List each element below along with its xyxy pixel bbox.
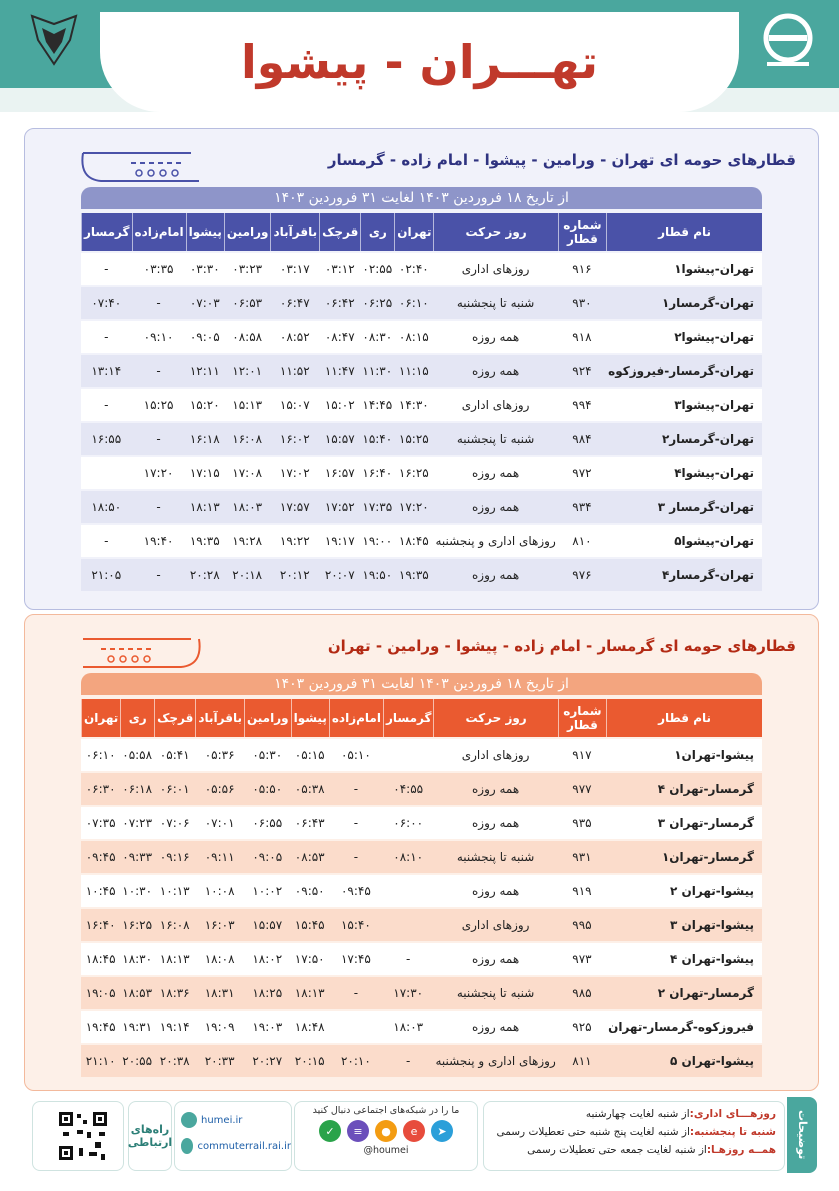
time-cell: ۱۱:۱۵ [394, 355, 433, 387]
time-cell: ۱۹:۳۵ [186, 525, 224, 557]
note-every-day: همــه روزهـا:از شنبه لغایت جمعه حتی تعطیلات رسمی [527, 1144, 776, 1156]
time-cell: ۱۶:۵۷ [319, 457, 360, 489]
table-row [81, 841, 762, 873]
train-name-cell: تهران-پیشوا۳ [606, 389, 762, 421]
departure-days-cell: همه روزه [433, 773, 557, 805]
train-name-cell: تهران-گرمسار۴ [606, 559, 762, 591]
departure-days-cell: روزهای اداری و پنجشنبه [433, 1045, 557, 1077]
column-header: ری [120, 699, 154, 737]
table-row [81, 977, 762, 1009]
time-cell: ۱۱:۴۷ [319, 355, 360, 387]
time-cell: - [132, 559, 186, 591]
time-cell: ۱۵:۵۷ [244, 909, 291, 941]
time-cell: ۱۸:۱۳ [186, 491, 224, 523]
time-cell: ۱۵:۴۰ [329, 909, 383, 941]
time-cell [81, 457, 132, 489]
time-cell: ۰۵:۳۶ [195, 739, 244, 771]
time-cell: ۰۸:۵۸ [224, 321, 271, 353]
time-cell [383, 875, 434, 907]
departure-days-cell: همه روزه [433, 355, 557, 387]
column-header: تهران [81, 699, 120, 737]
train-name-cell: تهران-پیشوا۱ [606, 253, 762, 285]
time-cell: - [383, 1045, 434, 1077]
time-cell: ۰۵:۳۰ [244, 739, 291, 771]
train-name-cell: تهران-پیشوا۴ [606, 457, 762, 489]
time-cell: ۰۹:۰۵ [186, 321, 224, 353]
train-number-cell: ۹۹۴ [558, 389, 606, 421]
time-cell: ۱۵:۲۰ [186, 389, 224, 421]
time-cell: ۱۶:۲۵ [394, 457, 433, 489]
time-cell: ۰۸:۴۷ [319, 321, 360, 353]
time-cell: ۱۸:۱۳ [291, 977, 329, 1009]
time-cell: ۲۱:۱۰ [81, 1045, 120, 1077]
time-cell: ۱۸:۴۵ [394, 525, 433, 557]
time-cell: ۰۸:۵۲ [270, 321, 319, 353]
section-title: قطارهای حومه ای تهران - ورامین - پیشوا - امام زاده - گرمسار [327, 151, 796, 169]
time-cell: ۲۰:۳۸ [154, 1045, 195, 1077]
table-row [81, 321, 762, 353]
column-header: باقرآباد [270, 213, 319, 251]
time-cell: ۱۶:۲۵ [120, 909, 154, 941]
column-header: قرچک [154, 699, 195, 737]
time-cell: ۰۲:۴۰ [394, 253, 433, 285]
time-cell: ۱۵:۲۵ [394, 423, 433, 455]
time-cell: ۱۸:۱۳ [154, 943, 195, 975]
departure-days-cell: شنبه تا پنجشنبه [433, 287, 557, 319]
time-cell: ۰۶:۵۳ [224, 287, 271, 319]
time-cell: ۱۸:۳۶ [154, 977, 195, 1009]
time-cell: ۱۰:۱۳ [154, 875, 195, 907]
time-cell: ۱۹:۳۱ [120, 1011, 154, 1043]
column-header: امام‌زاده [132, 213, 186, 251]
train-name-cell: گرمسار-تهران ۴ [606, 773, 762, 805]
commuter-rail-logo-icon [753, 8, 823, 72]
time-cell: ۰۹:۰۵ [244, 841, 291, 873]
time-cell: ۱۷:۳۵ [360, 491, 394, 523]
train-number-cell: ۹۷۶ [558, 559, 606, 591]
note-office-days: روزهـــای اداری:از شنبه لغایت چهارشنبه [585, 1108, 776, 1120]
note-sat-to-thu: شنبه تا پنجشنبه:از شنبه لغایت پنج شنبه حتی تعطیلات رسمی [496, 1126, 776, 1138]
table-row [81, 389, 762, 421]
notes-tab: توضیحات [787, 1097, 817, 1173]
train-number-cell: ۹۷۳ [558, 943, 606, 975]
time-cell: - [81, 525, 132, 557]
section-garmsar-to-tehran [24, 614, 819, 1091]
time-cell: ۱۸:۳۱ [195, 977, 244, 1009]
train-name-cell: تهران-گرمسار-فیروزکوه [606, 355, 762, 387]
train-name-cell: گرمسار-تهران ۲ [606, 977, 762, 1009]
train-number-cell: ۹۱۷ [558, 739, 606, 771]
time-cell: ۰۵:۱۵ [291, 739, 329, 771]
column-header: گرمسار [383, 699, 434, 737]
column-header: قرچک [319, 213, 360, 251]
time-cell: ۱۸:۰۲ [244, 943, 291, 975]
time-cell: ۱۷:۲۰ [394, 491, 433, 523]
train-name-cell: تهران-گرمسار۲ [606, 423, 762, 455]
table-row [81, 739, 762, 771]
time-cell: ۲۰:۵۵ [120, 1045, 154, 1077]
time-cell: ۰۷:۰۱ [195, 807, 244, 839]
time-cell: ۱۹:۴۵ [81, 1011, 120, 1043]
time-cell: ۱۹:۵۰ [360, 559, 394, 591]
column-header: روز حرکت [433, 699, 557, 737]
social-handle[interactable]: @houmei [363, 1145, 409, 1156]
column-header: شماره قطار [558, 213, 606, 251]
time-cell: ۱۹:۰۳ [244, 1011, 291, 1043]
time-cell: ۱۸:۲۵ [244, 977, 291, 1009]
time-cell: - [132, 355, 186, 387]
time-cell: ۱۹:۰۹ [195, 1011, 244, 1043]
social-box [294, 1101, 478, 1171]
time-cell: ۱۵:۴۵ [291, 909, 329, 941]
departure-days-cell: روزهای اداری [433, 253, 557, 285]
links-box [174, 1101, 292, 1171]
table-row [81, 807, 762, 839]
train-number-cell: ۹۱۸ [558, 321, 606, 353]
time-cell: ۰۸:۱۵ [394, 321, 433, 353]
time-cell: ۱۶:۰۳ [195, 909, 244, 941]
title-box [100, 12, 739, 112]
departure-days-cell: روزهای اداری [433, 739, 557, 771]
time-cell: ۱۵:۰۷ [270, 389, 319, 421]
time-cell: ۰۷:۴۰ [81, 287, 132, 319]
time-cell: ۰۵:۵۰ [244, 773, 291, 805]
table-row [81, 1045, 762, 1077]
time-cell: ۱۶:۰۸ [154, 909, 195, 941]
column-header: تهران [394, 213, 433, 251]
train-name-cell: پیشوا-تهران ۳ [606, 909, 762, 941]
globe-icon [181, 1112, 197, 1128]
train-name-cell: پیشوا-تهران۱ [606, 739, 762, 771]
time-cell: ۱۴:۴۵ [360, 389, 394, 421]
departure-days-cell: همه روزه [433, 321, 557, 353]
time-cell: ۰۳:۱۷ [270, 253, 319, 285]
time-cell: ۱۷:۵۷ [270, 491, 319, 523]
section-tehran-to-garmsar [24, 128, 819, 610]
column-header: ورامین [244, 699, 291, 737]
train-number-cell: ۹۳۴ [558, 491, 606, 523]
time-cell: ۰۷:۰۳ [186, 287, 224, 319]
time-cell: ۱۰:۰۲ [244, 875, 291, 907]
column-header: پیشوا [291, 699, 329, 737]
time-cell: ۱۸:۰۸ [195, 943, 244, 975]
train-name-cell: پیشوا-تهران ۲ [606, 875, 762, 907]
time-cell: ۱۸:۰۳ [224, 491, 271, 523]
timetable [81, 697, 762, 1079]
column-header: باقرآباد [195, 699, 244, 737]
time-cell: ۰۷:۳۵ [81, 807, 120, 839]
time-cell: ۱۶:۴۰ [81, 909, 120, 941]
time-cell: ۰۲:۵۵ [360, 253, 394, 285]
time-cell: ۱۰:۰۸ [195, 875, 244, 907]
time-cell: ۲۰:۲۷ [244, 1045, 291, 1077]
page-title: تهـــران - پیشوا [240, 35, 599, 89]
time-cell: ۱۵:۵۷ [319, 423, 360, 455]
time-cell: - [81, 321, 132, 353]
globe-icon [181, 1138, 193, 1154]
column-header: شماره قطار [558, 699, 606, 737]
time-cell: ۰۶:۲۵ [360, 287, 394, 319]
train-number-cell: ۸۱۰ [558, 525, 606, 557]
time-cell: ۰۳:۲۳ [224, 253, 271, 285]
train-number-cell: ۸۱۱ [558, 1045, 606, 1077]
social-icons [295, 1120, 477, 1142]
eitaa-icon[interactable]: e [403, 1120, 425, 1142]
departure-days-cell: روزهای اداری [433, 909, 557, 941]
time-cell [329, 1011, 383, 1043]
table-row [81, 253, 762, 285]
time-cell: ۱۷:۵۰ [291, 943, 329, 975]
time-cell: ۱۲:۰۱ [224, 355, 271, 387]
train-number-cell: ۹۸۵ [558, 977, 606, 1009]
table-row [81, 875, 762, 907]
social-caption: ما را در شبکه‌های اجتماعی دنبال کنید [312, 1105, 460, 1116]
time-cell: ۱۹:۰۰ [360, 525, 394, 557]
time-cell: ۰۶:۴۳ [291, 807, 329, 839]
time-cell: ۰۵:۵۸ [120, 739, 154, 771]
time-cell: ۱۷:۰۸ [224, 457, 271, 489]
date-range: از تاریخ ۱۸ فروردین ۱۴۰۳ لغایت ۳۱ فروردین ۱۴۰۳ [81, 187, 762, 209]
time-cell: - [329, 977, 383, 1009]
notes-box [483, 1101, 785, 1171]
time-cell: ۱۷:۵۲ [319, 491, 360, 523]
iran-railways-emblem-icon [14, 10, 94, 76]
time-cell: ۰۹:۱۰ [132, 321, 186, 353]
table-row [81, 773, 762, 805]
time-cell: ۱۳:۱۴ [81, 355, 132, 387]
qr-code-icon[interactable] [32, 1101, 124, 1171]
column-header: پیشوا [186, 213, 224, 251]
date-range: از تاریخ ۱۸ فروردین ۱۴۰۳ لغایت ۳۱ فروردین ۱۴۰۳ [81, 673, 762, 695]
time-cell: ۱۹:۰۵ [81, 977, 120, 1009]
time-cell: ۱۵:۲۵ [132, 389, 186, 421]
time-cell: ۲۰:۱۰ [329, 1045, 383, 1077]
train-number-cell: ۹۸۴ [558, 423, 606, 455]
time-cell: - [383, 943, 434, 975]
time-cell: ۰۷:۲۳ [120, 807, 154, 839]
time-cell: ۲۰:۱۸ [224, 559, 271, 591]
column-header: ری [360, 213, 394, 251]
time-cell: ۰۹:۴۵ [81, 841, 120, 873]
column-header: نام قطار [606, 699, 762, 737]
time-cell: ۱۶:۰۸ [224, 423, 271, 455]
table-row [81, 355, 762, 387]
telegram-icon[interactable]: ➤ [431, 1120, 453, 1142]
time-cell: ۰۸:۱۰ [383, 841, 434, 873]
time-cell: ۱۸:۵۳ [120, 977, 154, 1009]
time-cell: ۰۶:۱۸ [120, 773, 154, 805]
train-number-cell: ۹۳۰ [558, 287, 606, 319]
train-number-cell: ۹۱۶ [558, 253, 606, 285]
train-number-cell: ۹۱۹ [558, 875, 606, 907]
check-icon[interactable]: ✓ [319, 1120, 341, 1142]
train-number-cell: ۹۹۵ [558, 909, 606, 941]
train-name-cell: پیشوا-تهران ۴ [606, 943, 762, 975]
time-cell: ۱۹:۱۴ [154, 1011, 195, 1043]
column-header: امام‌زاده [329, 699, 383, 737]
departure-days-cell: روزهای اداری [433, 389, 557, 421]
time-cell: ۱۰:۳۰ [120, 875, 154, 907]
time-cell: ۰۸:۵۳ [291, 841, 329, 873]
time-cell: ۱۲:۱۱ [186, 355, 224, 387]
train-number-cell: ۹۷۲ [558, 457, 606, 489]
time-cell: - [329, 807, 383, 839]
time-cell: ۱۷:۳۰ [383, 977, 434, 1009]
train-number-cell: ۹۲۴ [558, 355, 606, 387]
timetable [81, 211, 762, 593]
time-cell: ۱۵:۱۳ [224, 389, 271, 421]
departure-days-cell: روزهای اداری و پنجشنبه [433, 525, 557, 557]
departure-days-cell: همه روزه [433, 457, 557, 489]
departure-days-cell: همه روزه [433, 943, 557, 975]
footer [24, 1097, 817, 1173]
header [0, 0, 839, 88]
time-cell: ۰۵:۴۱ [154, 739, 195, 771]
time-cell [383, 909, 434, 941]
time-cell: ۲۰:۲۸ [186, 559, 224, 591]
time-cell: ۰۶:۰۱ [154, 773, 195, 805]
table-row [81, 423, 762, 455]
time-cell: - [329, 773, 383, 805]
time-cell: ۰۶:۰۰ [383, 807, 434, 839]
time-cell: ۲۱:۰۵ [81, 559, 132, 591]
train-name-cell: گرمسار-تهران ۳ [606, 807, 762, 839]
contact-label: راه‌های ارتباطی [128, 1101, 172, 1171]
time-cell: ۰۴:۵۵ [383, 773, 434, 805]
time-cell: ۱۹:۲۸ [224, 525, 271, 557]
time-cell: ۰۸:۳۰ [360, 321, 394, 353]
time-cell: ۰۷:۰۶ [154, 807, 195, 839]
time-cell: ۰۳:۱۲ [319, 253, 360, 285]
time-cell: ۰۵:۱۰ [329, 739, 383, 771]
column-header: ورامین [224, 213, 271, 251]
time-cell: ۰۹:۴۵ [329, 875, 383, 907]
departure-days-cell: شنبه تا پنجشنبه [433, 841, 557, 873]
time-cell: ۱۸:۴۸ [291, 1011, 329, 1043]
time-cell: ۱۷:۰۲ [270, 457, 319, 489]
train-track-decoration-icon [81, 635, 201, 671]
time-cell: ۱۹:۳۵ [394, 559, 433, 591]
messenger-icon[interactable]: ● [375, 1120, 397, 1142]
time-cell: ۱۸:۵۰ [81, 491, 132, 523]
departure-days-cell: همه روزه [433, 559, 557, 591]
time-cell [383, 739, 434, 771]
train-name-cell: تهران-گرمسار۱ [606, 287, 762, 319]
time-cell: ۰۹:۱۶ [154, 841, 195, 873]
table-row [81, 909, 762, 941]
column-header: نام قطار [606, 213, 762, 251]
time-cell: ۱۶:۱۸ [186, 423, 224, 455]
time-cell: ۱۷:۴۵ [329, 943, 383, 975]
time-cell: ۱۹:۴۰ [132, 525, 186, 557]
time-cell: ۲۰:۱۲ [270, 559, 319, 591]
time-cell: - [132, 423, 186, 455]
time-cell: - [329, 841, 383, 873]
train-number-cell: ۹۳۵ [558, 807, 606, 839]
time-cell: ۰۹:۳۳ [120, 841, 154, 873]
departure-days-cell: همه روزه [433, 807, 557, 839]
time-cell: - [132, 287, 186, 319]
time-cell: ۱۱:۵۲ [270, 355, 319, 387]
train-number-cell: ۹۲۵ [558, 1011, 606, 1043]
time-cell: ۲۰:۱۵ [291, 1045, 329, 1077]
website-link[interactable]: humei.ir [181, 1112, 291, 1128]
train-number-cell: ۹۳۱ [558, 841, 606, 873]
time-cell: - [81, 389, 132, 421]
time-cell: ۲۰:۳۳ [195, 1045, 244, 1077]
time-cell: ۱۹:۲۲ [270, 525, 319, 557]
time-cell: ۰۶:۱۰ [81, 739, 120, 771]
time-cell: ۱۱:۳۰ [360, 355, 394, 387]
time-cell: ۰۵:۳۸ [291, 773, 329, 805]
time-cell: ۰۳:۳۰ [186, 253, 224, 285]
time-cell: ۰۹:۵۰ [291, 875, 329, 907]
departure-days-cell: همه روزه [433, 491, 557, 523]
time-cell: - [132, 491, 186, 523]
time-cell: ۱۸:۰۳ [383, 1011, 434, 1043]
time-cell: ۰۳:۳۵ [132, 253, 186, 285]
departure-days-cell: شنبه تا پنجشنبه [433, 977, 557, 1009]
departure-days-cell: همه روزه [433, 1011, 557, 1043]
time-cell: ۰۶:۱۰ [394, 287, 433, 319]
departure-days-cell: شنبه تا پنجشنبه [433, 423, 557, 455]
time-cell: - [81, 253, 132, 285]
time-cell: ۱۸:۴۵ [81, 943, 120, 975]
train-name-cell: گرمسار-تهران۱ [606, 841, 762, 873]
time-cell: ۱۴:۳۰ [394, 389, 433, 421]
time-cell: ۱۶:۵۵ [81, 423, 132, 455]
time-cell: ۱۹:۱۷ [319, 525, 360, 557]
train-name-cell: تهران-پیشوا۵ [606, 525, 762, 557]
time-cell: ۱۵:۰۲ [319, 389, 360, 421]
commuter-link[interactable]: commuterrail.rai.ir [181, 1138, 291, 1154]
table-row [81, 943, 762, 975]
train-name-cell: پیشوا-تهران ۵ [606, 1045, 762, 1077]
time-cell: ۱۵:۴۰ [360, 423, 394, 455]
table-row [81, 457, 762, 489]
departure-days-cell: همه روزه [433, 875, 557, 907]
chat-icon[interactable]: ≡ [347, 1120, 369, 1142]
time-cell: ۱۶:۰۲ [270, 423, 319, 455]
train-name-cell: فیروزکوه-گرمسار-تهران [606, 1011, 762, 1043]
table-row [81, 559, 762, 591]
time-cell: ۰۵:۵۶ [195, 773, 244, 805]
column-header: روز حرکت [433, 213, 557, 251]
time-cell: ۱۷:۲۰ [132, 457, 186, 489]
train-name-cell: تهران-گرمسار ۳ [606, 491, 762, 523]
column-header: گرمسار [81, 213, 132, 251]
table-row [81, 491, 762, 523]
section-title: قطارهای حومه ای گرمسار - امام زاده - پیشوا - ورامین - تهران [327, 637, 796, 655]
time-cell: ۱۷:۱۵ [186, 457, 224, 489]
time-cell: ۱۶:۴۰ [360, 457, 394, 489]
train-track-decoration-icon [81, 149, 201, 185]
table-row [81, 525, 762, 557]
time-cell: ۱۰:۴۵ [81, 875, 120, 907]
train-name-cell: تهران-پیشوا۲ [606, 321, 762, 353]
time-cell: ۰۶:۵۵ [244, 807, 291, 839]
train-number-cell: ۹۷۷ [558, 773, 606, 805]
time-cell: ۰۶:۴۷ [270, 287, 319, 319]
time-cell: ۰۶:۴۲ [319, 287, 360, 319]
table-row [81, 1011, 762, 1043]
time-cell: ۰۹:۱۱ [195, 841, 244, 873]
table-row [81, 287, 762, 319]
time-cell: ۱۸:۳۰ [120, 943, 154, 975]
time-cell: ۰۶:۳۰ [81, 773, 120, 805]
time-cell: ۲۰:۰۷ [319, 559, 360, 591]
